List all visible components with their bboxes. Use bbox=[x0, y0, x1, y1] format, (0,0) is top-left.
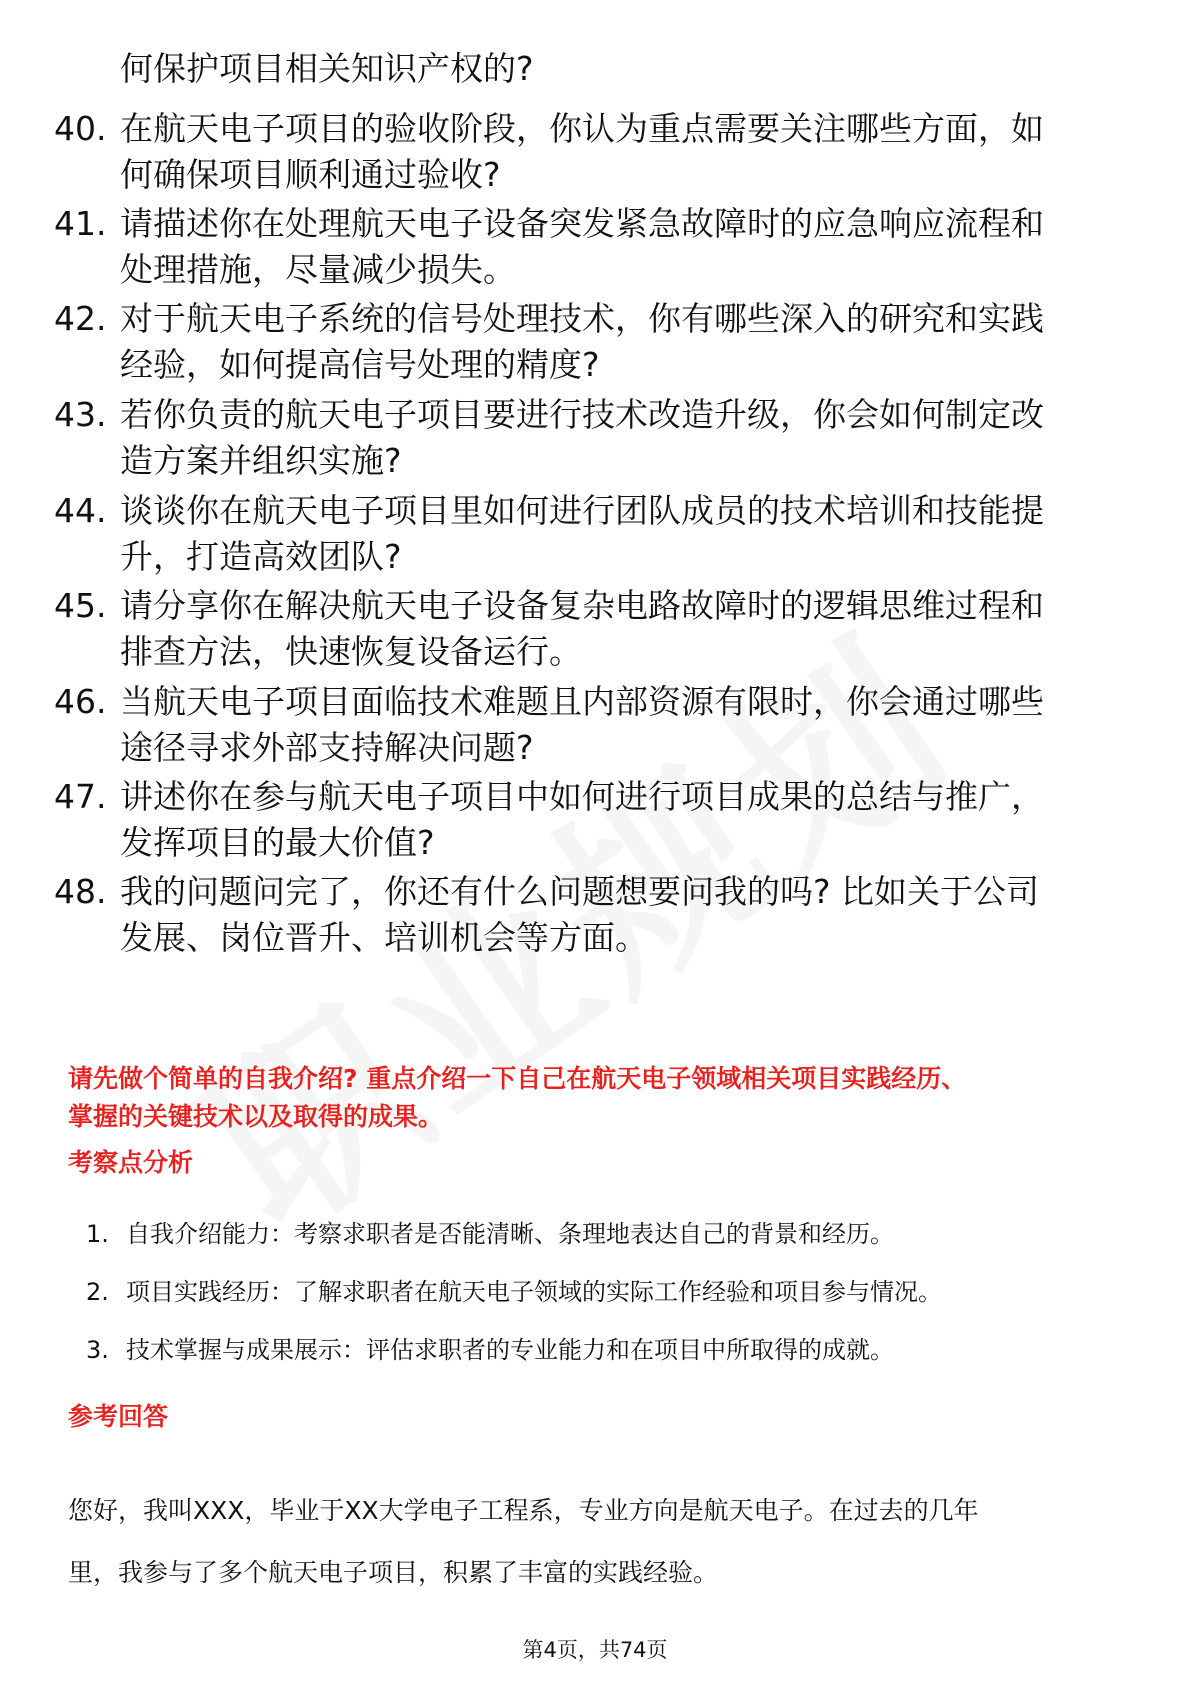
question-line: 谈谈你在航天电子项目里如何进行团队成员的技术培训和技能提 bbox=[120, 491, 1044, 530]
question-line: 发挥项目的最大价值? bbox=[120, 823, 435, 862]
question-line: 处理措施，尽量减少损失。 bbox=[120, 250, 516, 289]
question-line: 发展、岗位晋升、培训机会等方面。 bbox=[120, 918, 648, 957]
question-number: 45. bbox=[54, 586, 107, 625]
analysis-number: 3. bbox=[86, 1336, 109, 1364]
analysis-text: 技术掌握与成果展示：评估求职者的专业能力和在项目中所取得的成就。 bbox=[126, 1336, 894, 1364]
question-number: 44. bbox=[54, 491, 107, 530]
leading-fragment: 何保护项目相关知识产权的? bbox=[120, 49, 534, 88]
analysis-number: 2. bbox=[86, 1278, 109, 1306]
answer-line: 里，我参与了多个航天电子项目，积累了丰富的实践经验。 bbox=[68, 1558, 719, 1587]
question-line: 何确保项目顺利通过验收? bbox=[120, 155, 501, 194]
question-line: 请描述你在处理航天电子设备突发紧急故障时的应急响应流程和 bbox=[120, 204, 1044, 243]
analysis-text: 项目实践经历：了解求职者在航天电子领域的实际工作经验和项目参与情况。 bbox=[126, 1278, 942, 1306]
question-line: 若你负责的航天电子项目要进行技术改造升级，你会如何制定改 bbox=[120, 395, 1044, 434]
question-line: 升，打造高效团队? bbox=[120, 537, 402, 576]
question-number: 47. bbox=[54, 777, 107, 816]
analysis-text: 自我介绍能力：考察求职者是否能清晰、条理地表达自己的背景和经历。 bbox=[126, 1220, 894, 1248]
question-line: 讲述你在参与航天电子项目中如何进行项目成果的总结与推广， bbox=[120, 777, 1044, 816]
question-line: 当航天电子项目面临技术难题且内部资源有限时，你会通过哪些 bbox=[120, 682, 1044, 721]
question-line: 排查方法，快速恢复设备运行。 bbox=[120, 632, 582, 671]
question-line: 在航天电子项目的验收阶段，你认为重点需要关注哪些方面，如 bbox=[120, 109, 1044, 148]
question-line: 对于航天电子系统的信号处理技术，你有哪些深入的研究和实践 bbox=[120, 299, 1044, 338]
question-number: 42. bbox=[54, 299, 107, 338]
page-footer: 第4页，共74页 bbox=[522, 1638, 668, 1662]
question-line: 途径寻求外部支持解决问题? bbox=[120, 728, 534, 767]
answer-line: 您好，我叫XXX，毕业于XX大学电子工程系，专业方向是航天电子。在过去的几年 bbox=[68, 1496, 979, 1525]
question-line: 我的问题问完了，你还有什么问题想要问我的吗? 比如关于公司 bbox=[120, 872, 1040, 911]
question-number: 40. bbox=[54, 109, 107, 148]
question-number: 43. bbox=[54, 395, 107, 434]
answer-heading: 参考回答 bbox=[68, 1402, 169, 1431]
question-line: 经验，如何提高信号处理的精度? bbox=[120, 345, 600, 384]
analysis-heading: 考察点分析 bbox=[68, 1148, 194, 1177]
question-number: 48. bbox=[54, 872, 107, 911]
analysis-number: 1. bbox=[86, 1220, 109, 1248]
highlight-question bbox=[68, 1060, 1128, 1136]
question-number: 41. bbox=[54, 204, 107, 243]
question-number: 46. bbox=[54, 682, 107, 721]
question-line: 造方案并组织实施? bbox=[120, 441, 402, 480]
answer-paragraph bbox=[68, 1480, 1138, 1604]
question-line: 请分享你在解决航天电子设备复杂电路故障时的逻辑思维过程和 bbox=[120, 586, 1044, 625]
highlight-question-line: 掌握的关键技术以及取得的成果。 bbox=[68, 1102, 444, 1131]
highlight-question-line: 请先做个简单的自我介绍? 重点介绍一下自己在航天电子领域相关项目实践经历、 bbox=[68, 1064, 967, 1093]
